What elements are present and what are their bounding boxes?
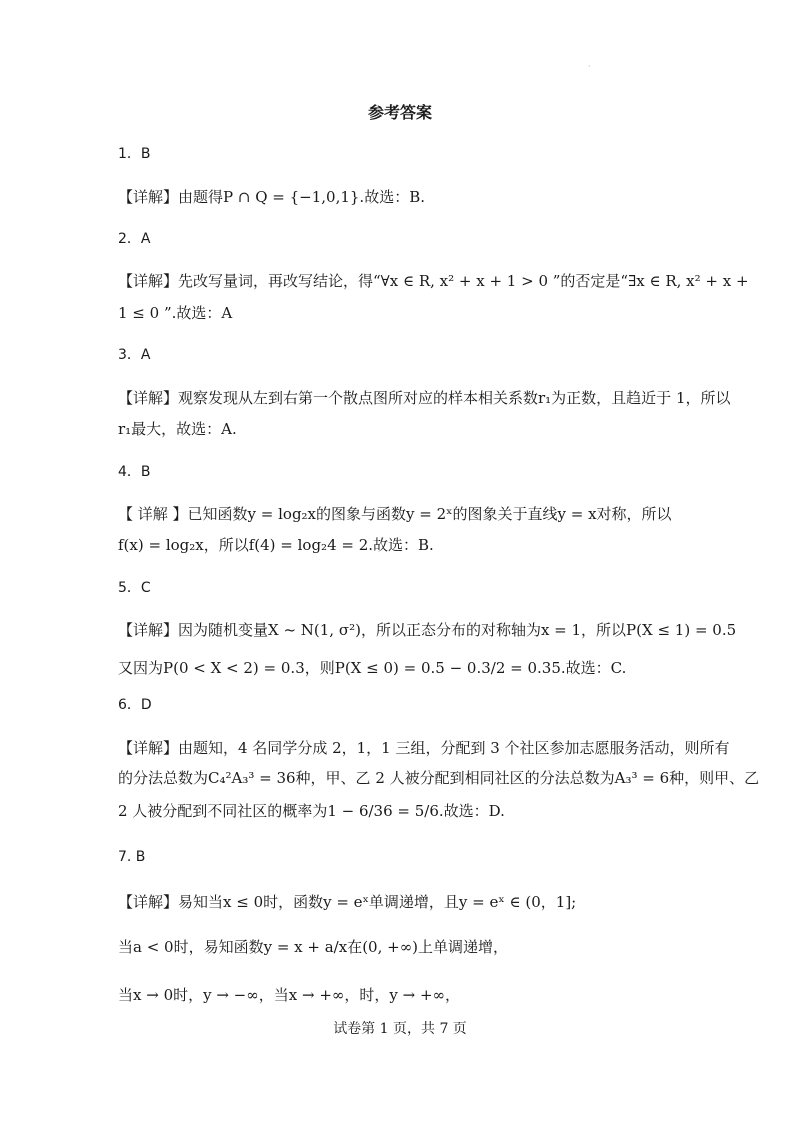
explanation-6-line-1: 【详解】由题知，4 名同学分成 2，1，1 三组，分配到 3 个社区参加志愿服务活动，则所有 — [118, 739, 730, 757]
explanation-6-line-2: 的分法总数为C₄²A₃³ = 36种，甲、乙 2 人被分配到相同社区的分法总数为A₃³ = 6种，则甲、乙 — [118, 769, 760, 787]
answer-number-7: 7. B — [118, 849, 146, 865]
explanation-2-line-1: 【详解】先改写量词，再改写结论，得“∀x ∈ R, x² + x + 1 > 0 ”的否定是“∃x ∈ R, x² + x + — [118, 272, 749, 290]
explanation-2-line-2: 1 ≤ 0 ”.故选：A — [118, 304, 233, 322]
corner-mark: · — [588, 62, 591, 71]
explanation-5-line-2: 又因为P(0 < X < 2) = 0.3，则P(X ≤ 0) = 0.5 − 0.3/2 = 0.35.故选：C. — [118, 659, 627, 677]
answer-number-2: 2．A — [118, 231, 151, 247]
explanation-5-line-1: 【详解】因为随机变量X ~ N(1, σ²)，所以正态分布的对称轴为x = 1，所以P(X ≤ 1) = 0.5 — [118, 621, 737, 639]
explanation-7-line-1: 【详解】易知当x ≤ 0时，函数y = eˣ单调递增，且y = eˣ ∈ (0，1]; — [118, 893, 577, 911]
answer-number-6: 6．D — [118, 697, 152, 713]
explanation-7-line-3: 当x → 0时，y → −∞，当x → +∞，时，y → +∞， — [118, 986, 461, 1004]
answer-number-4: 4．B — [118, 464, 151, 480]
explanation-3-line-2: r₁最大，故选：A. — [118, 420, 237, 438]
explanation-4-line-2: f(x) = log₂x，所以f(4) = log₂4 = 2.故选：B. — [118, 536, 434, 554]
page-title: 参考答案 — [367, 103, 432, 122]
explanation-7-line-2: 当a < 0时，易知函数y = x + a/x在(0, +∞)上单调递增， — [118, 938, 509, 956]
answer-number-5: 5．C — [118, 580, 151, 596]
explanation-4-line-1: 【 详解 】已知函数y = log₂x的图象与函数y = 2ˣ的图象关于直线y = x对称，所以 — [118, 505, 672, 523]
explanation-6-line-3: 2 人被分配到不同社区的概率为1 − 6/36 = 5/6.故选：D. — [118, 802, 505, 820]
answer-number-1: 1．B — [118, 146, 151, 162]
explanation-3-line-1: 【详解】观察发现从左到右第一个散点图所对应的样本相关系数r₁为正数，且趋近于 1，所以 — [118, 389, 731, 407]
page-footer: 试卷第 1 页，共 7 页 — [333, 1021, 467, 1037]
answer-number-3: 3．A — [118, 347, 151, 363]
explanation-1: 【详解】由题得P ∩ Q = {−1,0,1}.故选：B. — [118, 188, 425, 206]
